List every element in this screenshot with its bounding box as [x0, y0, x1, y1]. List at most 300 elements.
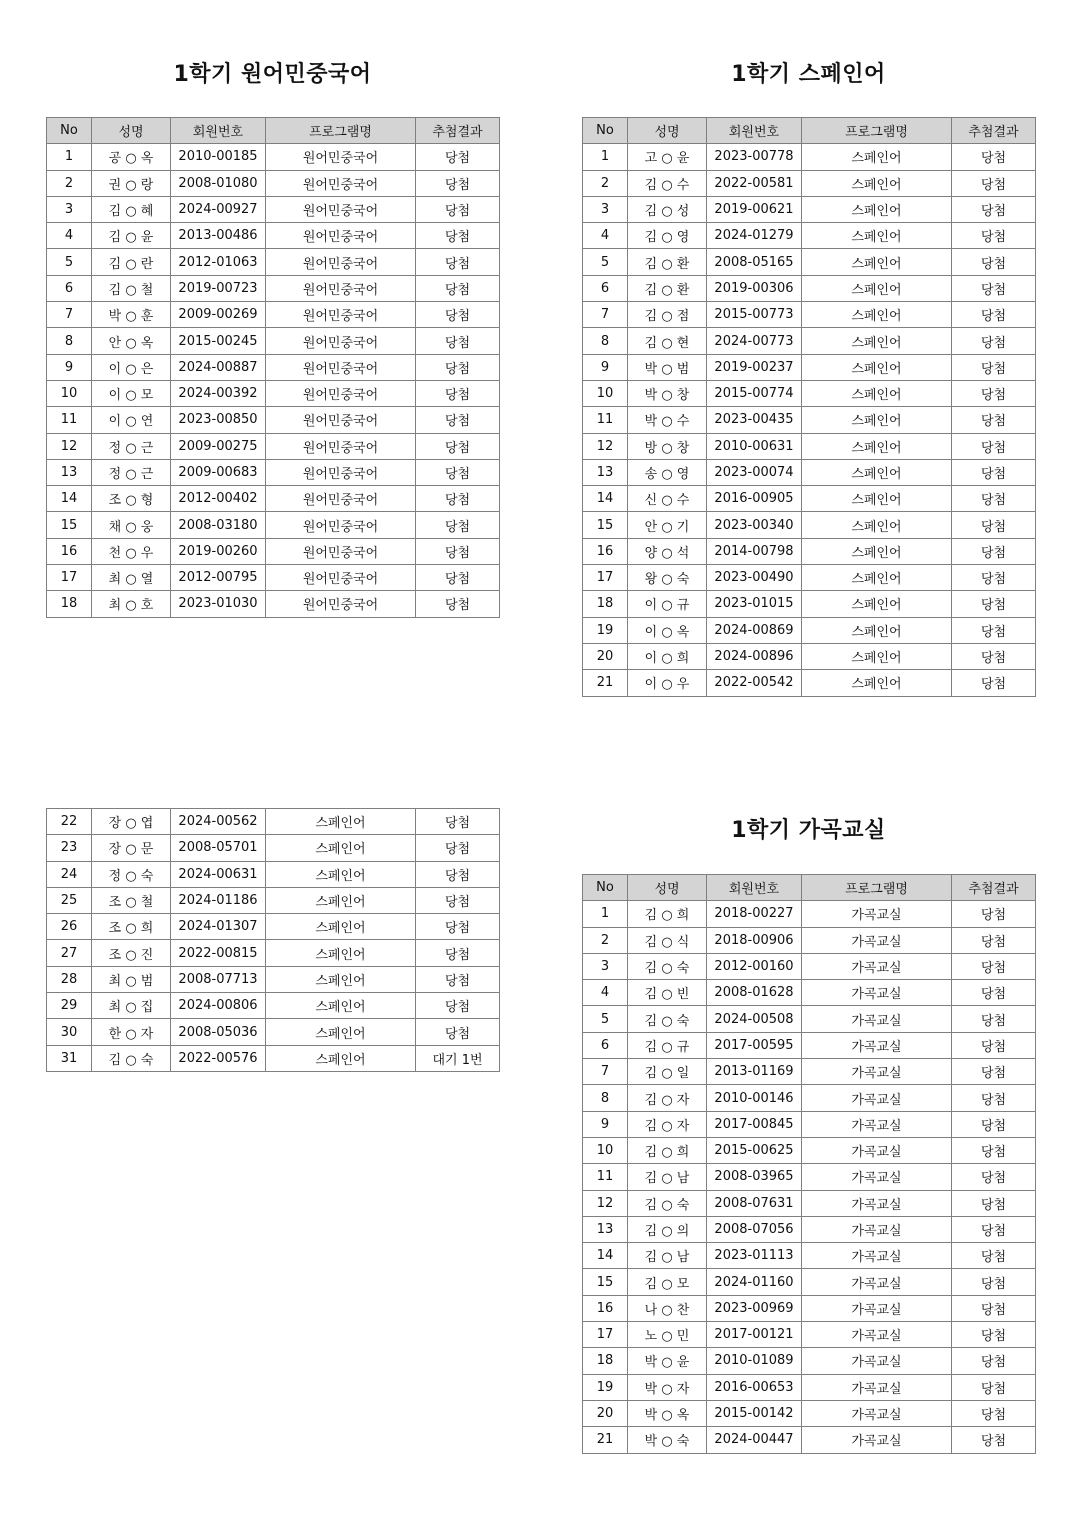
chinese-lottery-table [46, 117, 499, 618]
program-cell: 원어민중국어 [266, 223, 416, 249]
result-cell: 당첨 [952, 223, 1036, 249]
name-cell: 김 ○ 숙 [628, 953, 707, 979]
program-cell: 스페인어 [802, 459, 952, 485]
program-cell: 스페인어 [266, 940, 416, 966]
spanish-lottery-table-continued [46, 808, 499, 1072]
table-row [47, 1045, 500, 1071]
result-cell: 당첨 [952, 486, 1036, 512]
table-row [583, 433, 1036, 459]
table-row [583, 170, 1036, 196]
program-cell: 스페인어 [802, 170, 952, 196]
member-id-cell: 2016-00653 [707, 1374, 802, 1400]
member-id-cell: 2009-00269 [171, 302, 266, 328]
table-row [583, 980, 1036, 1006]
name-cell: 이 ○ 은 [92, 354, 171, 380]
table-row [47, 354, 500, 380]
member-id-cell: 2022-00815 [171, 940, 266, 966]
program-cell: 가곡교실 [802, 901, 952, 927]
member-id-cell: 2024-00562 [171, 809, 266, 835]
member-id-cell: 2018-00227 [707, 901, 802, 927]
name-cell: 왕 ○ 숙 [628, 565, 707, 591]
program-cell: 스페인어 [802, 486, 952, 512]
result-cell: 당첨 [416, 380, 500, 406]
no-cell: 7 [47, 302, 92, 328]
result-cell: 당첨 [952, 927, 1036, 953]
header-program: 프로그램명 [266, 118, 416, 144]
name-cell: 신 ○ 수 [628, 486, 707, 512]
member-id-cell: 2022-00542 [707, 670, 802, 696]
no-cell: 26 [47, 914, 92, 940]
result-cell: 당첨 [416, 887, 500, 913]
program-cell: 스페인어 [266, 966, 416, 992]
program-cell: 가곡교실 [802, 1243, 952, 1269]
table-row [583, 196, 1036, 222]
no-cell: 3 [583, 953, 628, 979]
member-id-cell: 2024-00806 [171, 993, 266, 1019]
name-cell: 김 ○ 일 [628, 1059, 707, 1085]
no-cell: 6 [583, 1032, 628, 1058]
table-row [583, 407, 1036, 433]
program-cell: 가곡교실 [802, 1137, 952, 1163]
no-cell: 20 [583, 643, 628, 669]
no-cell: 17 [583, 565, 628, 591]
program-cell: 원어민중국어 [266, 380, 416, 406]
no-cell: 4 [47, 223, 92, 249]
table-row [583, 1374, 1036, 1400]
table-row [47, 887, 500, 913]
result-cell: 당첨 [952, 170, 1036, 196]
program-cell: 가곡교실 [802, 1111, 952, 1137]
name-cell: 최 ○ 호 [92, 591, 171, 617]
table-row [583, 1243, 1036, 1269]
name-cell: 박 ○ 윤 [628, 1348, 707, 1374]
table-row [47, 170, 500, 196]
name-cell: 방 ○ 창 [628, 433, 707, 459]
program-cell: 스페인어 [266, 1045, 416, 1071]
result-cell: 당첨 [952, 901, 1036, 927]
no-cell: 8 [47, 328, 92, 354]
no-cell: 20 [583, 1400, 628, 1426]
member-id-cell: 2023-00778 [707, 144, 802, 170]
no-cell: 1 [583, 901, 628, 927]
no-cell: 13 [583, 1216, 628, 1242]
name-cell: 김 ○ 희 [628, 1137, 707, 1163]
chinese-table-title: 1학기 원어민중국어 [173, 62, 372, 87]
result-cell: 당첨 [952, 433, 1036, 459]
member-id-cell: 2016-00905 [707, 486, 802, 512]
result-cell: 당첨 [952, 670, 1036, 696]
result-cell: 당첨 [416, 223, 500, 249]
result-cell: 당첨 [952, 1400, 1036, 1426]
no-cell: 11 [583, 407, 628, 433]
member-id-cell: 2024-00773 [707, 328, 802, 354]
result-cell: 당첨 [416, 354, 500, 380]
program-cell: 스페인어 [802, 380, 952, 406]
name-cell: 이 ○ 희 [628, 643, 707, 669]
no-cell: 8 [583, 1085, 628, 1111]
result-cell: 당첨 [416, 196, 500, 222]
table-row [47, 1019, 500, 1045]
program-cell: 가곡교실 [802, 1322, 952, 1348]
result-cell: 당첨 [952, 459, 1036, 485]
member-id-cell: 2024-00887 [171, 354, 266, 380]
table-row [583, 275, 1036, 301]
member-id-cell: 2015-00625 [707, 1137, 802, 1163]
name-cell: 조 ○ 철 [92, 887, 171, 913]
name-cell: 천 ○ 우 [92, 538, 171, 564]
result-cell: 당첨 [416, 433, 500, 459]
no-cell: 18 [583, 591, 628, 617]
result-cell: 당첨 [416, 407, 500, 433]
lottery-table [46, 808, 500, 1072]
no-cell: 5 [47, 249, 92, 275]
table-row [47, 835, 500, 861]
member-id-cell: 2014-00798 [707, 538, 802, 564]
result-cell: 당첨 [952, 1269, 1036, 1295]
no-cell: 4 [583, 980, 628, 1006]
no-cell: 6 [47, 275, 92, 301]
result-cell: 당첨 [952, 1374, 1036, 1400]
program-cell: 가곡교실 [802, 927, 952, 953]
table-row [47, 565, 500, 591]
program-cell: 스페인어 [802, 591, 952, 617]
result-cell: 당첨 [416, 966, 500, 992]
result-cell: 당첨 [416, 249, 500, 275]
header-member-id: 회원번호 [707, 875, 802, 901]
name-cell: 김 ○ 자 [628, 1111, 707, 1137]
program-cell: 원어민중국어 [266, 512, 416, 538]
no-cell: 27 [47, 940, 92, 966]
member-id-cell: 2018-00906 [707, 927, 802, 953]
name-cell: 안 ○ 옥 [92, 328, 171, 354]
member-id-cell: 2017-00595 [707, 1032, 802, 1058]
program-cell: 가곡교실 [802, 1400, 952, 1426]
member-id-cell: 2015-00142 [707, 1400, 802, 1426]
name-cell: 김 ○ 숙 [92, 1045, 171, 1071]
member-id-cell: 2019-00260 [171, 538, 266, 564]
result-cell: 당첨 [952, 275, 1036, 301]
name-cell: 김 ○ 윤 [92, 223, 171, 249]
table-row [47, 196, 500, 222]
program-cell: 원어민중국어 [266, 249, 416, 275]
no-cell: 2 [47, 170, 92, 196]
name-cell: 권 ○ 랑 [92, 170, 171, 196]
member-id-cell: 2008-01628 [707, 980, 802, 1006]
table-row [47, 302, 500, 328]
no-cell: 3 [47, 196, 92, 222]
result-cell: 당첨 [416, 565, 500, 591]
table-row [47, 459, 500, 485]
program-cell: 스페인어 [266, 1019, 416, 1045]
program-cell: 가곡교실 [802, 1164, 952, 1190]
table-row [583, 617, 1036, 643]
member-id-cell: 2024-01186 [171, 887, 266, 913]
program-cell: 원어민중국어 [266, 144, 416, 170]
name-cell: 김 ○ 남 [628, 1243, 707, 1269]
no-cell: 19 [583, 1374, 628, 1400]
header-member-id: 회원번호 [171, 118, 266, 144]
member-id-cell: 2023-01015 [707, 591, 802, 617]
no-cell: 24 [47, 861, 92, 887]
result-cell: 당첨 [416, 144, 500, 170]
lottery-table [46, 117, 500, 618]
table-row [47, 538, 500, 564]
member-id-cell: 2024-00896 [707, 643, 802, 669]
member-id-cell: 2024-00508 [707, 1006, 802, 1032]
name-cell: 정 ○ 근 [92, 433, 171, 459]
result-cell: 당첨 [952, 354, 1036, 380]
no-cell: 31 [47, 1045, 92, 1071]
table-row [583, 486, 1036, 512]
program-cell: 가곡교실 [802, 1269, 952, 1295]
result-cell: 당첨 [416, 328, 500, 354]
member-id-cell: 2023-00074 [707, 459, 802, 485]
result-cell: 당첨 [952, 1137, 1036, 1163]
table-row [47, 249, 500, 275]
no-cell: 22 [47, 809, 92, 835]
program-cell: 원어민중국어 [266, 433, 416, 459]
result-cell: 당첨 [952, 538, 1036, 564]
result-cell: 당첨 [416, 170, 500, 196]
name-cell: 최 ○ 열 [92, 565, 171, 591]
program-cell: 원어민중국어 [266, 591, 416, 617]
no-cell: 10 [583, 380, 628, 406]
program-cell: 원어민중국어 [266, 328, 416, 354]
singing-lottery-table [582, 874, 1035, 1454]
table-row [583, 354, 1036, 380]
result-cell: 당첨 [416, 591, 500, 617]
name-cell: 김 ○ 자 [628, 1085, 707, 1111]
no-cell: 19 [583, 617, 628, 643]
no-cell: 4 [583, 223, 628, 249]
member-id-cell: 2010-00631 [707, 433, 802, 459]
name-cell: 나 ○ 찬 [628, 1295, 707, 1321]
header-member-id: 회원번호 [707, 118, 802, 144]
member-id-cell: 2012-00160 [707, 953, 802, 979]
result-cell: 당첨 [416, 1019, 500, 1045]
name-cell: 김 ○ 환 [628, 249, 707, 275]
result-cell: 당첨 [952, 643, 1036, 669]
table-row [583, 459, 1036, 485]
table-row [47, 914, 500, 940]
name-cell: 김 ○ 빈 [628, 980, 707, 1006]
result-cell: 당첨 [952, 380, 1036, 406]
member-id-cell: 2022-00581 [707, 170, 802, 196]
table-row [583, 328, 1036, 354]
member-id-cell: 2010-00185 [171, 144, 266, 170]
program-cell: 가곡교실 [802, 1295, 952, 1321]
name-cell: 이 ○ 우 [628, 670, 707, 696]
no-cell: 23 [47, 835, 92, 861]
name-cell: 김 ○ 란 [92, 249, 171, 275]
result-cell: 당첨 [952, 249, 1036, 275]
member-id-cell: 2008-05165 [707, 249, 802, 275]
no-cell: 9 [583, 1111, 628, 1137]
result-cell: 당첨 [952, 1348, 1036, 1374]
result-cell: 당첨 [952, 565, 1036, 591]
no-cell: 30 [47, 1019, 92, 1045]
member-id-cell: 2013-00486 [171, 223, 266, 249]
table-row [47, 407, 500, 433]
result-cell: 당첨 [952, 1085, 1036, 1111]
member-id-cell: 2009-00275 [171, 433, 266, 459]
program-cell: 가곡교실 [802, 1348, 952, 1374]
program-cell: 스페인어 [802, 512, 952, 538]
result-cell: 당첨 [952, 617, 1036, 643]
name-cell: 장 ○ 엽 [92, 809, 171, 835]
result-cell: 당첨 [952, 591, 1036, 617]
program-cell: 스페인어 [802, 302, 952, 328]
table-row [47, 328, 500, 354]
name-cell: 공 ○ 옥 [92, 144, 171, 170]
name-cell: 김 ○ 수 [628, 170, 707, 196]
member-id-cell: 2023-01030 [171, 591, 266, 617]
name-cell: 김 ○ 혜 [92, 196, 171, 222]
member-id-cell: 2023-00490 [707, 565, 802, 591]
program-cell: 원어민중국어 [266, 538, 416, 564]
table-row [47, 144, 500, 170]
no-cell: 11 [47, 407, 92, 433]
name-cell: 김 ○ 환 [628, 275, 707, 301]
no-cell: 12 [47, 433, 92, 459]
header-no: No [583, 875, 628, 901]
member-id-cell: 2008-07631 [707, 1190, 802, 1216]
name-cell: 김 ○ 숙 [628, 1006, 707, 1032]
table-row [47, 809, 500, 835]
result-cell: 당첨 [416, 809, 500, 835]
result-cell: 당첨 [416, 302, 500, 328]
name-cell: 장 ○ 문 [92, 835, 171, 861]
result-cell: 대기 1번 [416, 1045, 500, 1071]
member-id-cell: 2024-00631 [171, 861, 266, 887]
no-cell: 14 [583, 1243, 628, 1269]
member-id-cell: 2012-00795 [171, 565, 266, 591]
table-row [47, 591, 500, 617]
name-cell: 이 ○ 모 [92, 380, 171, 406]
name-cell: 박 ○ 옥 [628, 1400, 707, 1426]
table-row [583, 1400, 1036, 1426]
result-cell: 당첨 [416, 861, 500, 887]
table-row [583, 1006, 1036, 1032]
name-cell: 노 ○ 민 [628, 1322, 707, 1348]
no-cell: 18 [47, 591, 92, 617]
program-cell: 가곡교실 [802, 1085, 952, 1111]
name-cell: 김 ○ 점 [628, 302, 707, 328]
name-cell: 채 ○ 웅 [92, 512, 171, 538]
table-row [47, 512, 500, 538]
program-cell: 스페인어 [802, 538, 952, 564]
member-id-cell: 2023-00340 [707, 512, 802, 538]
no-cell: 12 [583, 433, 628, 459]
result-cell: 당첨 [952, 407, 1036, 433]
program-cell: 스페인어 [802, 643, 952, 669]
result-cell: 당첨 [952, 1059, 1036, 1085]
member-id-cell: 2023-00435 [707, 407, 802, 433]
no-cell: 10 [47, 380, 92, 406]
program-cell: 스페인어 [266, 887, 416, 913]
program-cell: 원어민중국어 [266, 170, 416, 196]
no-cell: 15 [583, 512, 628, 538]
name-cell: 한 ○ 자 [92, 1019, 171, 1045]
member-id-cell: 2023-01113 [707, 1243, 802, 1269]
program-cell: 원어민중국어 [266, 302, 416, 328]
table-row [583, 1269, 1036, 1295]
program-cell: 스페인어 [802, 223, 952, 249]
table-row [583, 1059, 1036, 1085]
no-cell: 16 [583, 1295, 628, 1321]
name-cell: 조 ○ 희 [92, 914, 171, 940]
table-row [583, 1322, 1036, 1348]
table-row [583, 643, 1036, 669]
program-cell: 스페인어 [802, 249, 952, 275]
table-row [583, 670, 1036, 696]
no-cell: 1 [583, 144, 628, 170]
table-row [583, 1032, 1036, 1058]
table-header-row [47, 118, 500, 144]
result-cell: 당첨 [952, 1427, 1036, 1453]
table-row [583, 512, 1036, 538]
result-cell: 당첨 [952, 144, 1036, 170]
table-row [47, 380, 500, 406]
program-cell: 스페인어 [802, 328, 952, 354]
no-cell: 17 [47, 565, 92, 591]
table-row [583, 901, 1036, 927]
table-row [47, 275, 500, 301]
member-id-cell: 2024-01160 [707, 1269, 802, 1295]
name-cell: 이 ○ 옥 [628, 617, 707, 643]
name-cell: 박 ○ 자 [628, 1374, 707, 1400]
member-id-cell: 2023-00850 [171, 407, 266, 433]
table-row [583, 1137, 1036, 1163]
no-cell: 12 [583, 1190, 628, 1216]
result-cell: 당첨 [416, 538, 500, 564]
program-cell: 원어민중국어 [266, 459, 416, 485]
result-cell: 당첨 [952, 1111, 1036, 1137]
table-row [583, 1427, 1036, 1453]
result-cell: 당첨 [416, 486, 500, 512]
member-id-cell: 2022-00576 [171, 1045, 266, 1071]
member-id-cell: 2024-00869 [707, 617, 802, 643]
table-row [583, 144, 1036, 170]
name-cell: 김 ○ 영 [628, 223, 707, 249]
header-program: 프로그램명 [802, 875, 952, 901]
table-row [47, 861, 500, 887]
result-cell: 당첨 [952, 302, 1036, 328]
result-cell: 당첨 [952, 512, 1036, 538]
name-cell: 박 ○ 수 [628, 407, 707, 433]
member-id-cell: 2019-00723 [171, 275, 266, 301]
table-row [583, 565, 1036, 591]
program-cell: 가곡교실 [802, 953, 952, 979]
name-cell: 김 ○ 의 [628, 1216, 707, 1242]
no-cell: 17 [583, 1322, 628, 1348]
no-cell: 11 [583, 1164, 628, 1190]
table-row [583, 1295, 1036, 1321]
no-cell: 15 [47, 512, 92, 538]
name-cell: 최 ○ 집 [92, 993, 171, 1019]
member-id-cell: 2012-00402 [171, 486, 266, 512]
member-id-cell: 2008-03965 [707, 1164, 802, 1190]
no-cell: 21 [583, 670, 628, 696]
table-row [583, 538, 1036, 564]
no-cell: 10 [583, 1137, 628, 1163]
program-cell: 가곡교실 [802, 1374, 952, 1400]
table-row [583, 1190, 1036, 1216]
member-id-cell: 2015-00773 [707, 302, 802, 328]
table-row [583, 380, 1036, 406]
no-cell: 2 [583, 927, 628, 953]
program-cell: 스페인어 [266, 993, 416, 1019]
